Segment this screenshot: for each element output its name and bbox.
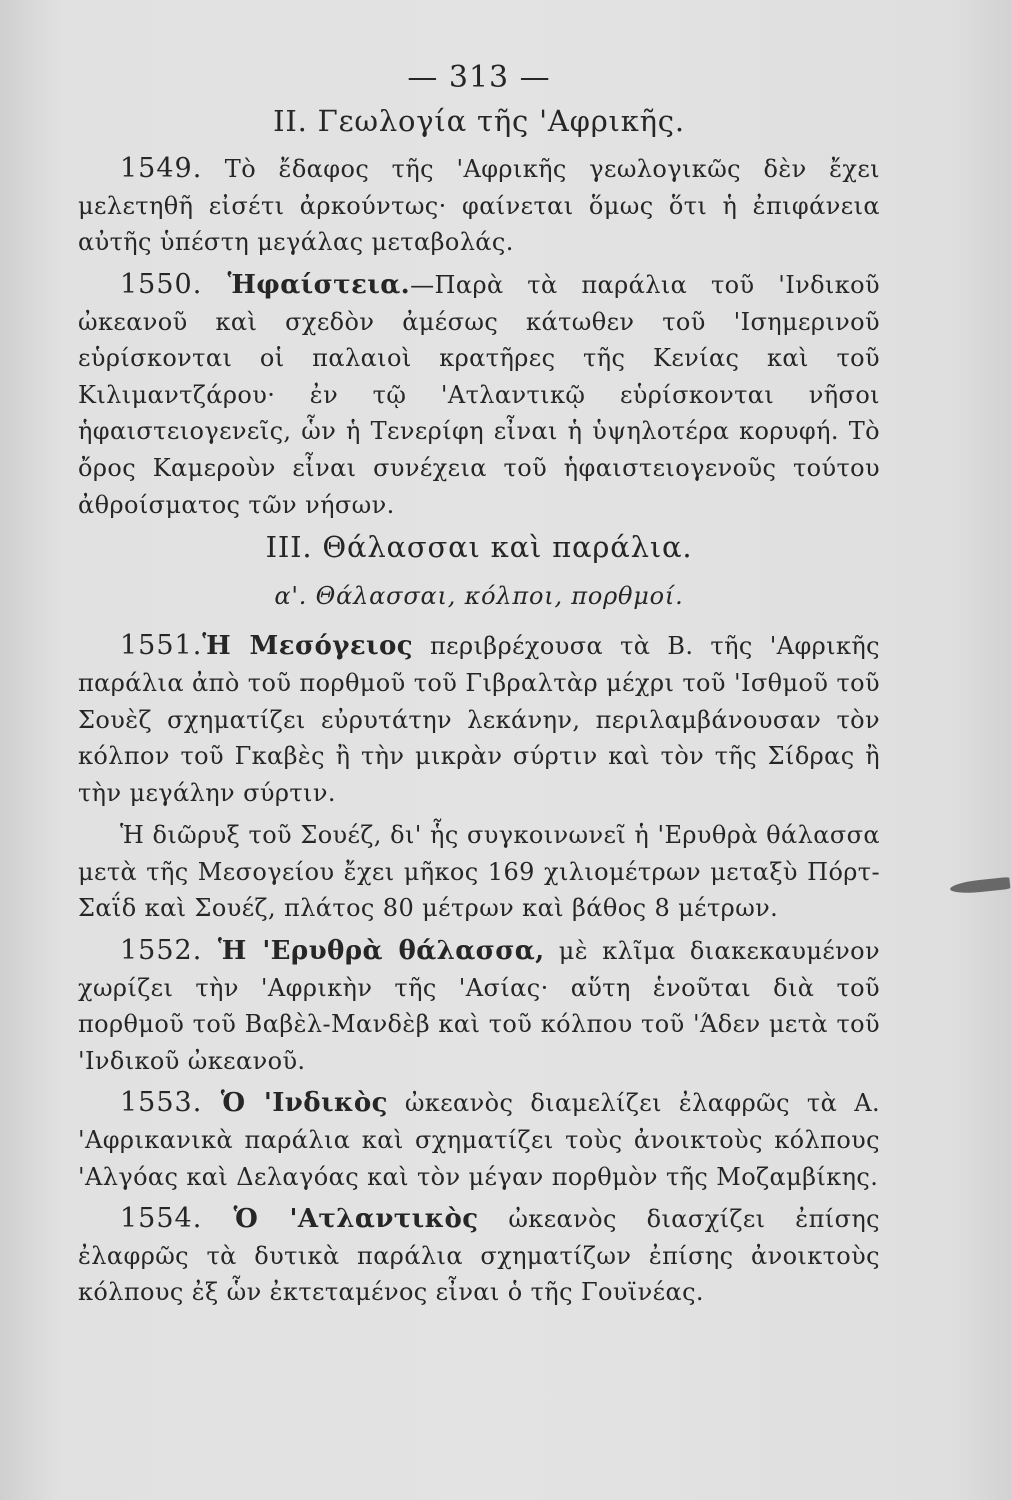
paragraph-number: 1550. (120, 268, 203, 300)
paragraph-1550 (78, 267, 880, 523)
paragraph-number: 1553. (120, 1087, 203, 1119)
paragraph-number: 1549. (120, 153, 203, 185)
paragraph-1554 (78, 1201, 880, 1311)
paragraph-1549 (78, 151, 880, 261)
paragraph-term: Ἡ 'Ερυθρὰ θάλασσα, (202, 936, 545, 967)
paragraph-1553 (78, 1085, 880, 1195)
paragraph-1552 (78, 933, 880, 1079)
paragraph-term: Ἡφαίστεια. (202, 269, 411, 300)
subsection-heading-seas: α'. Θάλασσαι, κόλποι, πορθμοί. (274, 581, 684, 610)
paragraph-term: Ὁ 'Ινδικὸς (202, 1088, 388, 1119)
paragraph-suez-canal (78, 817, 880, 927)
paragraph-body: μὲ κλῖμα διακεκαυμένον χωρίζει τὴν 'Αφρικὴν τῆς 'Ασίας· αὕτη ἑνοῦται διὰ τοῦ πορθμοῦ τοῦ Βαβὲλ-Μανδὲβ καὶ τοῦ κόλπου τοῦ 'Άδεν μετὰ τοῦ 'Ινδικοῦ ὠκεανοῦ. (78, 937, 880, 1075)
paragraph-body: περιβρέχουσα τὰ Β. τῆς 'Αφρικῆς παράλια ἀπὸ τοῦ πορθμοῦ τοῦ Γιβραλτὰρ μέχρι τοῦ 'Ισθμοῦ τοῦ Σουὲζ σχηματίζει εὐρυτάτην λεκάνην, περιλαμβάνουσαν τὸν κόλπον τοῦ Γκαβὲς ἢ τὴν μικρὰν σύρτιν καὶ τὸν τῆς Σίδρας ἢ τὴν μεγάλην σύρτιν. (78, 632, 880, 807)
paragraph-number: 1551. (120, 630, 203, 662)
paragraph-body: ὠκεανὸς διαμελίζει ἐλαφρῶς τὰ Α. 'Αφρικανικὰ παράλια καὶ σχηματίζει τοὺς ἀνοικτοὺς κόλπους 'Αλγόας καὶ Δελαγόας καὶ τὸν μέγαν πορθμὸν τῆς Μοζαμβίκης. (78, 1089, 880, 1191)
paragraph-body: ὠκεανὸς διασχίζει ἐπίσης ἐλαφρῶς τὰ δυτικὰ παράλια σχηματίζων ἐπίσης ἀνοικτοὺς κόλπους ἐξ ὧν ἐκτεταμένος εἶναι ὁ τῆς Γουϊνέας. (78, 1205, 880, 1307)
section-heading-seas: ΙΙΙ. Θάλασσαι καὶ παράλια. (265, 530, 693, 565)
paragraph-number: 1554. (120, 1203, 203, 1235)
paragraph-1551 (78, 628, 880, 811)
paragraph-number: 1552. (120, 935, 203, 967)
page-number: — 313 — (407, 60, 551, 95)
ink-smudge (950, 877, 1011, 895)
paragraph-body: Ἡ διῶρυξ τοῦ Σουέζ, δι' ἧς συγκοινωνεῖ ἡ 'Ερυθρὰ θάλασσα μετὰ τῆς Μεσογείου ἔχει μῆκος 169 χιλιομέτρων μεταξὺ Πόρτ-Σαΐδ καὶ Σουέζ, πλάτος 80 μέτρων καὶ βάθος 8 μέτρων. (78, 821, 880, 923)
section-heading-geology: ΙΙ. Γεωλογία τῆς 'Αφρικῆς. (273, 103, 685, 138)
paragraph-body: Τὸ ἔδαφος τῆς 'Αφρικῆς γεωλογικῶς δὲν ἔχει μελετηθῆ εἰσέτι ἀρκούντως· φαίνεται ὅμως ὅτι ἡ ἐπιφάνεια αὐτῆς ὑπέστη μεγάλας μεταβολάς. (78, 155, 880, 257)
paragraph-term: Ὁ 'Ατλαντικὸς (202, 1204, 479, 1235)
paragraph-body: —Παρὰ τὰ παράλια τοῦ 'Ινδικοῦ ὠκεανοῦ καὶ σχεδὸν ἀμέσως κάτωθεν τοῦ 'Ισημερινοῦ εὑρίσκονται οἱ παλαιοὶ κρατῆρες τῆς Κενίας καὶ τοῦ Κιλιμαντζάρου· ἐν τῷ 'Ατλαντικῷ εὑρίσκονται νῆσοι ἡφαιστειογενεῖς, ὧν ἡ Τενερίφη εἶναι ἡ ὑψηλοτέρα κορυφή. Τὸ ὄρος Καμεροὺν εἶναι συνέχεια τοῦ ἡφαιστειογενοῦς τούτου ἀθροίσματος τῶν νήσων. (78, 270, 880, 519)
page-text-block (78, 60, 880, 1317)
paragraph-term: Ἡ Μεσόγειος (202, 631, 413, 662)
